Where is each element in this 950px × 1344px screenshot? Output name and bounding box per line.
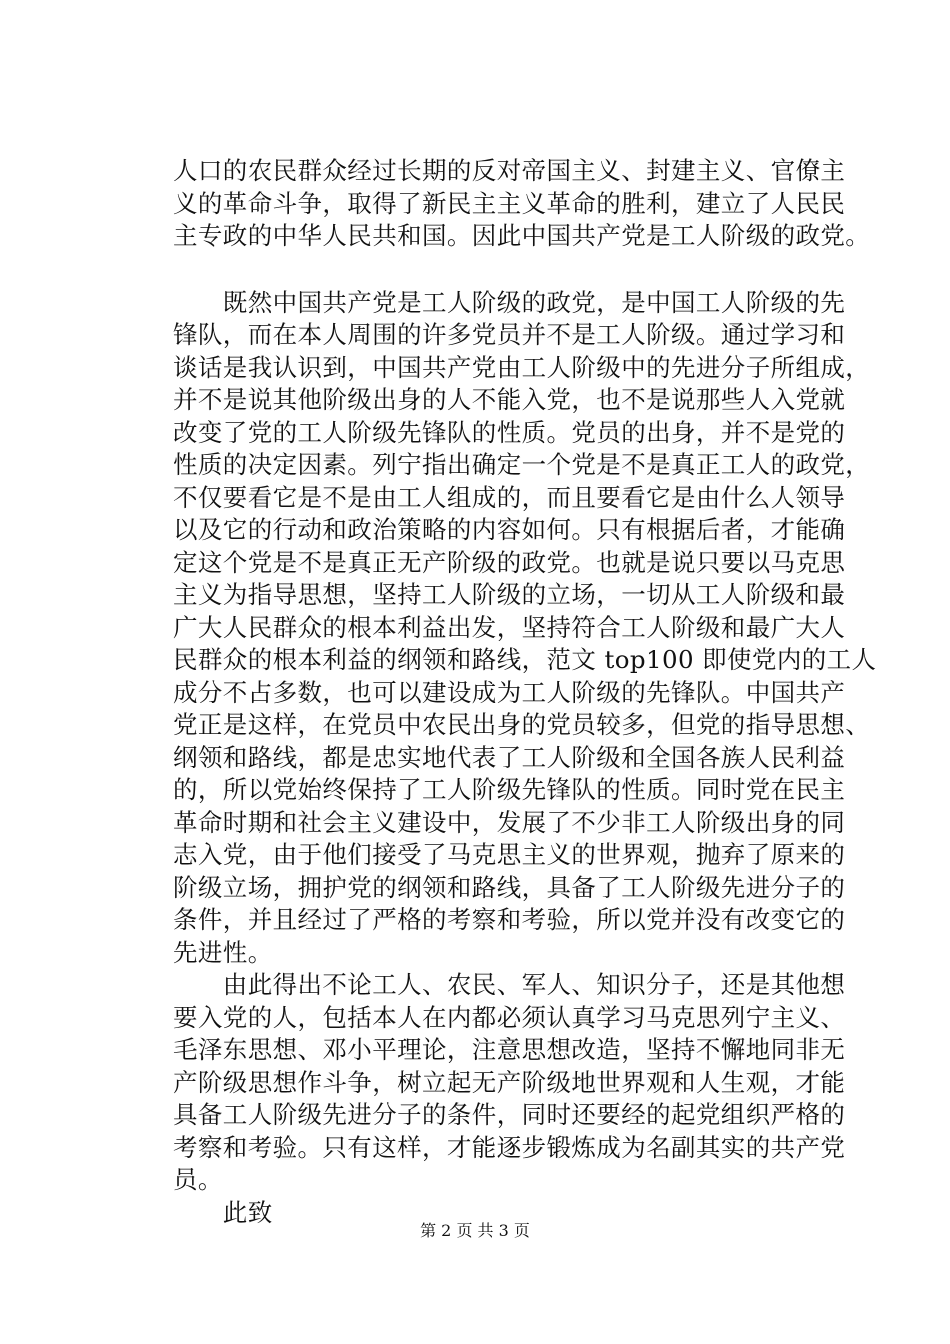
text-line: 主专政的中华人民共和国。因此中国共产党是工人阶级的政党。 xyxy=(173,221,871,250)
text-line: 革命时期和社会主义建设中，发展了不少非工人阶级出身的同 xyxy=(173,807,846,837)
paragraph-gap xyxy=(173,253,853,287)
text-line: 员。 xyxy=(173,1165,223,1194)
text-line: 义的革命斗争，取得了新民主主义革命的胜利，建立了人民民 xyxy=(173,188,846,218)
text-line: 锋队，而在本人周围的许多党员并不是工人阶级。通过学习和 xyxy=(173,320,846,349)
text-line: 成分不占多数，也可以建设成为工人阶级的先锋队。中国共产 xyxy=(173,677,846,707)
text-line: 并不是说其他阶级出身的人不能入党，也不是说那些人入党就 xyxy=(173,385,846,414)
closing-salutation: 此致 xyxy=(173,1197,273,1227)
text-line: 阶级立场，拥护党的纲领和路线，具备了工人阶级先进分子的 xyxy=(173,872,846,902)
text-line: 的，所以党始终保持了工人阶级先锋队的性质。同时党在民主 xyxy=(173,775,846,804)
text-line: 志入党，由于他们接受了马克思主义的世界观，抛弃了原来的 xyxy=(173,840,846,869)
body-text xyxy=(173,155,877,1229)
text-line: 以及它的行动和政治策略的内容如何。只有根据后者，才能确 xyxy=(173,515,846,544)
text-line: 党正是这样，在党员中农民出身的党员较多，但党的指导思想、 xyxy=(173,710,871,739)
text-line: 具备工人阶级先进分子的条件，同时还要经的起党组织严格的 xyxy=(173,1100,846,1129)
page-footer xyxy=(0,1221,950,1241)
paragraph-1 xyxy=(173,155,871,253)
text-line: 定这个党是不是真正无产阶级的政党。也就是说只要以马克思 xyxy=(173,547,846,577)
text-line: 条件，并且经过了严格的考察和考验，所以党并没有改变它的 xyxy=(173,905,846,934)
text-line: 不仅要看它是不是由工人组成的，而且要看它是由什么人领导 xyxy=(173,482,846,512)
text-line: 先进性。 xyxy=(173,937,273,967)
text-line: 谈话是我认识到，中国共产党由工人阶级中的先进分子所组成， xyxy=(173,352,871,382)
text-line: 主义为指导思想，坚持工人阶级的立场，一切从工人阶级和最 xyxy=(173,580,846,609)
paragraph-3 xyxy=(173,969,853,1197)
text-line: 人口的农民群众经过长期的反对帝国主义、封建主义、官僚主 xyxy=(173,156,846,185)
page-number: 第 2 页 共 3 页 xyxy=(420,1221,530,1240)
text-line: 改变了党的工人阶级先锋队的性质。党员的出身，并不是党的 xyxy=(173,417,846,447)
text-line: 性质的决定因素。列宁指出确定一个党是不是真正工人的政党， xyxy=(173,450,871,479)
paragraph-2 xyxy=(173,287,877,970)
text-line: 毛泽东思想、邓小平理论，注意思想改造，坚持不懈地同非无 xyxy=(173,1035,846,1064)
text-line: 由此得出不论工人、农民、军人、知识分子，还是其他想 xyxy=(173,970,846,999)
text-line: 民群众的根本利益的纲领和路线，范文 top100 即使党内的工人 xyxy=(173,645,877,674)
text-line: 产阶级思想作斗争，树立起无产阶级地世界观和人生观，才能 xyxy=(173,1067,846,1097)
text-line: 要入党的人，包括本人在内都必须认真学习马克思列宁主义、 xyxy=(173,1002,846,1032)
text-line: 考察和考验。只有这样，才能逐步锻炼成为名副其实的共产党 xyxy=(173,1132,846,1162)
text-line: 广大人民群众的根本利益出发，坚持符合工人阶级和最广大人 xyxy=(173,612,846,642)
text-line: 纲领和路线，都是忠实地代表了工人阶级和全国各族人民利益 xyxy=(173,742,846,772)
text-line: 既然中国共产党是工人阶级的政党，是中国工人阶级的先 xyxy=(173,287,846,317)
